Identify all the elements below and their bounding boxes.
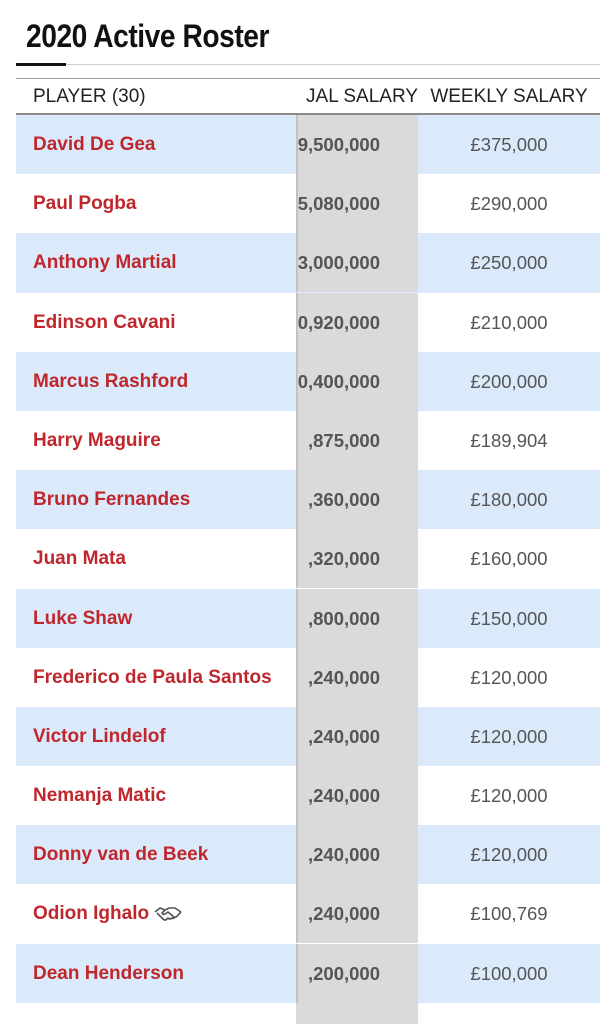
- column-header-weekly-salary[interactable]: WEEKLY SALARY: [430, 86, 588, 107]
- annual-salary-value: 5,080,000: [297, 193, 380, 215]
- weekly-salary-cell: £120,000: [470, 844, 548, 866]
- annual-salary-value: 9,500,000: [297, 134, 380, 155]
- player-link[interactable]: [33, 707, 166, 766]
- player-name: Paul Pogba: [33, 193, 137, 215]
- annual-salary-value: ,240,000: [307, 785, 380, 807]
- weekly-salary-cell: £290,000: [470, 193, 548, 215]
- weekly-salary-cell: £189,904: [470, 429, 548, 451]
- annual-salary-value: ,200,000: [307, 962, 380, 984]
- annual-salary-cell: [296, 707, 418, 766]
- player-name: Donny van de Beek: [33, 844, 209, 866]
- weekly-salary-cell: £200,000: [470, 370, 548, 392]
- player-name: Nemanja Matic: [33, 785, 167, 807]
- player-name: Anthony Martial: [33, 252, 177, 274]
- player-link[interactable]: [33, 174, 136, 233]
- table-row: [16, 944, 600, 1003]
- table-row: [16, 589, 600, 648]
- handshake-icon: [154, 905, 182, 923]
- annual-salary-cell: [296, 825, 418, 884]
- player-link[interactable]: [33, 411, 161, 470]
- weekly-salary-cell: £150,000: [470, 607, 548, 629]
- player-name: Edinson Cavani: [33, 311, 176, 333]
- table-row: [16, 174, 600, 233]
- player-name: Bruno Fernandes: [33, 489, 191, 511]
- table-row: [16, 470, 600, 529]
- table-row: [16, 293, 600, 352]
- annual-salary-value: ,240,000: [307, 844, 380, 866]
- annual-salary-value: ,875,000: [307, 429, 380, 451]
- annual-salary-cell: [296, 174, 418, 233]
- player-name: Luke Shaw: [33, 607, 133, 629]
- table-row: [16, 707, 600, 766]
- annual-salary-cell: [296, 944, 418, 1003]
- weekly-salary-cell: £375,000: [470, 134, 548, 155]
- player-name: Frederico de Paula Santos: [33, 666, 272, 688]
- table-row: [16, 766, 600, 825]
- weekly-salary-cell: £100,769: [470, 903, 548, 925]
- annual-salary-value: 3,000,000: [297, 252, 380, 274]
- annual-salary-cell: [296, 352, 418, 411]
- player-link[interactable]: [33, 293, 176, 352]
- annual-salary-value: 0,400,000: [297, 370, 380, 392]
- column-header-player[interactable]: PLAYER (30): [33, 86, 146, 107]
- weekly-salary-cell: £120,000: [470, 666, 548, 688]
- player-link[interactable]: [33, 766, 166, 825]
- player-name: Dean Henderson: [33, 962, 184, 984]
- player-name: Odion Ighalo: [33, 903, 150, 925]
- player-name: Marcus Rashford: [33, 370, 189, 392]
- weekly-salary-cell: £180,000: [470, 489, 548, 511]
- table-row: [16, 115, 600, 174]
- annual-salary-cell: [296, 648, 418, 707]
- annual-salary-value: ,800,000: [307, 607, 380, 629]
- weekly-salary-cell: £210,000: [470, 311, 548, 333]
- weekly-salary-cell: £120,000: [470, 785, 548, 807]
- table-header: [16, 79, 600, 115]
- player-link[interactable]: [33, 589, 132, 648]
- player-link[interactable]: [33, 233, 177, 292]
- player-link[interactable]: [33, 470, 190, 529]
- player-name: Harry Maguire: [33, 429, 161, 451]
- player-link[interactable]: [33, 352, 188, 411]
- column-header-annual-salary[interactable]: JAL SALARY: [306, 86, 418, 107]
- player-link[interactable]: [33, 529, 126, 588]
- annual-salary-value: ,240,000: [307, 903, 380, 925]
- player-link[interactable]: [33, 825, 208, 884]
- player-link[interactable]: [33, 115, 156, 174]
- annual-salary-cell: [296, 766, 418, 825]
- weekly-salary-cell: £160,000: [470, 548, 548, 570]
- annual-salary-value: ,240,000: [307, 666, 380, 688]
- table-row: [16, 411, 600, 470]
- title-divider: [16, 64, 600, 65]
- table-row: [16, 352, 600, 411]
- table-row: [16, 529, 600, 588]
- annual-salary-cell: [296, 293, 418, 352]
- player-link[interactable]: [33, 884, 182, 943]
- table-row: [16, 648, 600, 707]
- annual-salary-cell: [296, 589, 418, 648]
- annual-salary-cell: [296, 411, 418, 470]
- page-title: 2020 Active Roster: [26, 18, 270, 54]
- title-accent-bar: [16, 63, 66, 66]
- table-row: [16, 825, 600, 884]
- table-row: [16, 233, 600, 292]
- annual-salary-value: 0,920,000: [297, 311, 380, 333]
- annual-salary-cell: [296, 115, 418, 174]
- player-name: David De Gea: [33, 134, 156, 155]
- player-name: Juan Mata: [33, 548, 126, 570]
- annual-column-continuation: [296, 1003, 418, 1024]
- weekly-salary-cell: £120,000: [470, 725, 548, 747]
- roster-table-body: [16, 115, 600, 1003]
- player-name: Victor Lindelof: [33, 725, 166, 747]
- table-row: [16, 884, 600, 943]
- annual-salary-cell: [296, 529, 418, 588]
- weekly-salary-cell: £100,000: [470, 962, 548, 984]
- annual-salary-cell: [296, 884, 418, 943]
- player-link[interactable]: [33, 648, 272, 707]
- annual-salary-value: ,360,000: [307, 489, 380, 511]
- annual-salary-value: ,320,000: [307, 548, 380, 570]
- player-link[interactable]: [33, 944, 184, 1003]
- annual-salary-cell: [296, 233, 418, 292]
- annual-salary-value: ,240,000: [307, 725, 380, 747]
- annual-salary-cell: [296, 470, 418, 529]
- weekly-salary-cell: £250,000: [470, 252, 548, 274]
